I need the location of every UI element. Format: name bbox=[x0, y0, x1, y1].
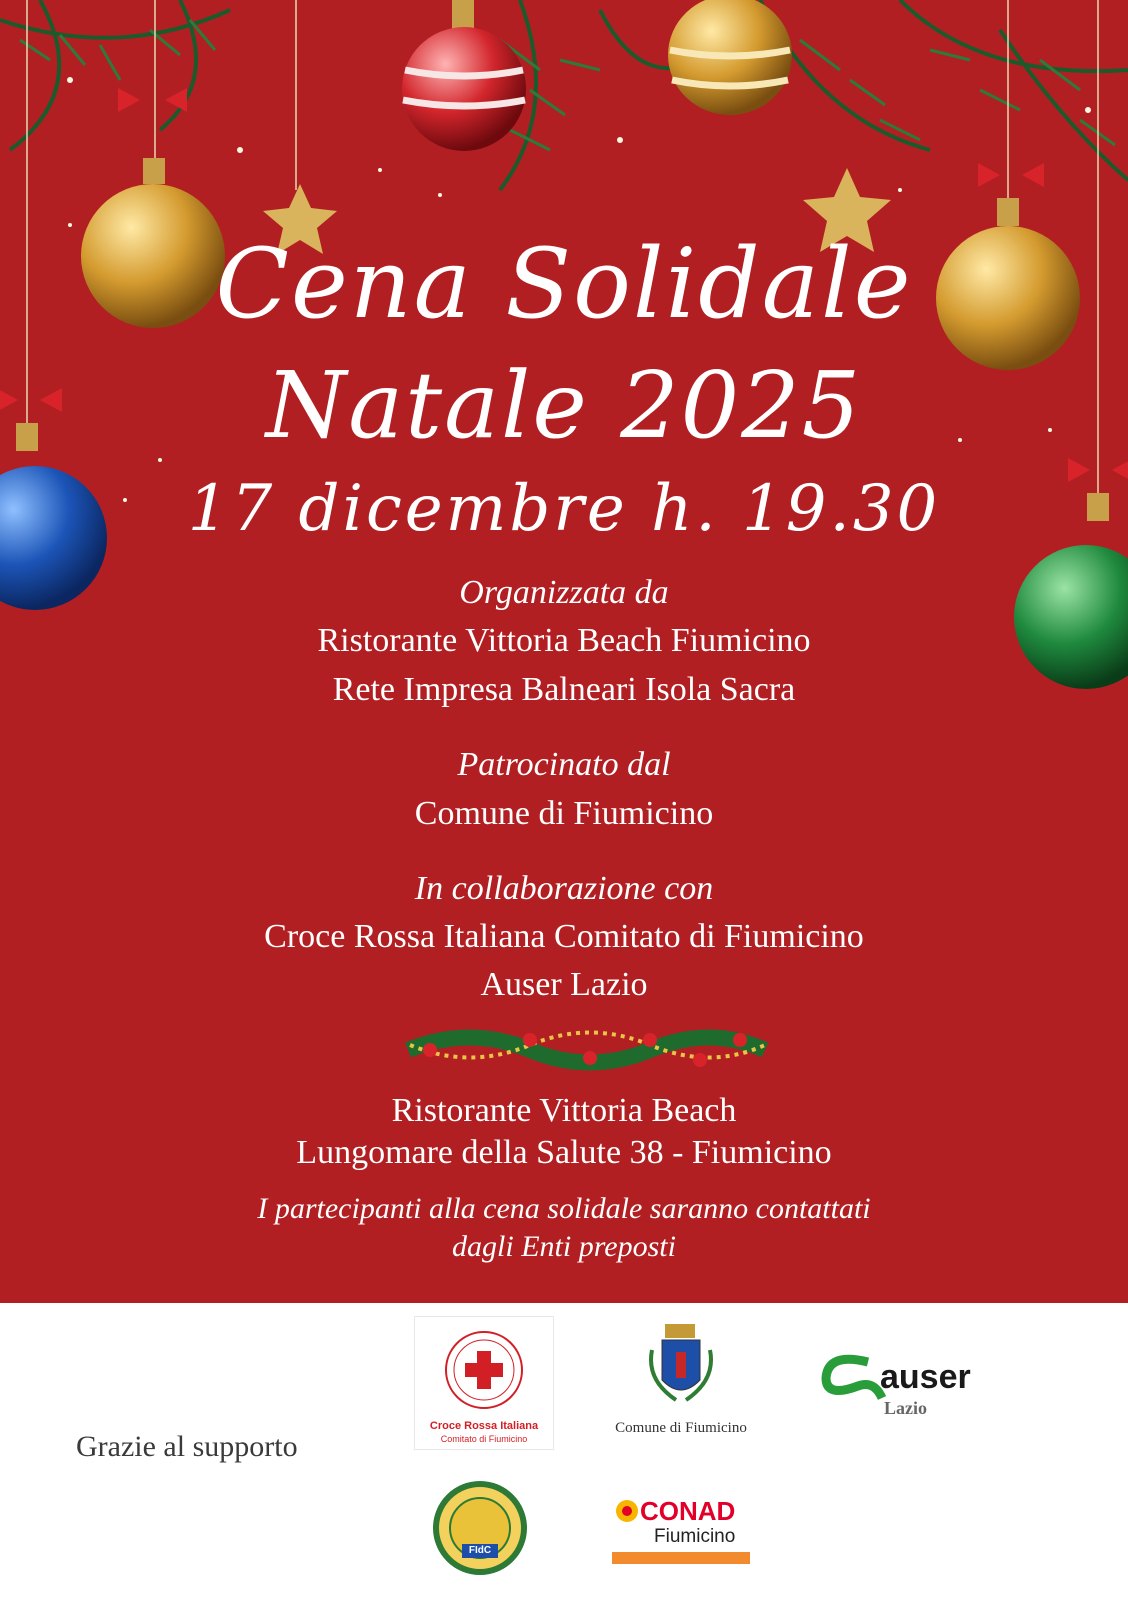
fidc-name: FIdC bbox=[468, 1545, 492, 1556]
auser-name: auser bbox=[880, 1358, 971, 1396]
participants-note-line-2: dagli Enti preposti bbox=[452, 1230, 676, 1263]
venue-address: Lungomare della Salute 38 - Fiumicino bbox=[296, 1134, 832, 1171]
conad-name: CONAD bbox=[640, 1496, 736, 1526]
croce-rossa-logo bbox=[414, 1316, 554, 1450]
title-line-1: Cena Solidale bbox=[215, 228, 913, 340]
venue-name: Ristorante Vittoria Beach bbox=[391, 1092, 737, 1129]
coat-of-arms-icon bbox=[596, 1320, 766, 1416]
comune-name: Comune di Fiumicino bbox=[615, 1420, 747, 1436]
organizer-2: Rete Impresa Balneari Isola Sacra bbox=[332, 671, 796, 708]
patronage-label: Patrocinato dal bbox=[457, 746, 671, 783]
auser-swoosh-icon bbox=[818, 1352, 888, 1412]
conad-orange-bar bbox=[612, 1552, 750, 1564]
fidc-logo bbox=[432, 1480, 528, 1576]
collaborator-1: Croce Rossa Italiana Comitato di Fiumicino bbox=[264, 918, 864, 955]
organized-label: Organizzata da bbox=[459, 574, 669, 611]
auser-sub: Lazio bbox=[884, 1398, 927, 1418]
cri-name: Croce Rossa Italiana bbox=[429, 1420, 539, 1432]
participants-note-line-1: I partecipanti alla cena solidale saranno contattati bbox=[257, 1192, 871, 1225]
collaborator-2: Auser Lazio bbox=[480, 966, 648, 1003]
event-datetime: 17 dicembre h. 19.30 bbox=[187, 472, 941, 546]
ornament-red-top bbox=[402, 0, 526, 151]
conad-sub: Fiumicino bbox=[654, 1526, 736, 1547]
collaboration-label: In collaborazione con bbox=[414, 870, 714, 907]
cri-sub: Comitato di Fiumicino bbox=[440, 1434, 528, 1444]
auser-logo bbox=[812, 1322, 990, 1442]
fidc-emblem-icon bbox=[432, 1480, 528, 1576]
comune-fiumicino-logo bbox=[596, 1320, 766, 1444]
organizer-1: Ristorante Vittoria Beach Fiumicino bbox=[317, 622, 811, 659]
pine-branches bbox=[0, 0, 1128, 190]
conad-logo bbox=[612, 1494, 752, 1566]
title-line-2: Natale 2025 bbox=[265, 352, 863, 459]
daisy-icon bbox=[614, 1498, 640, 1524]
thanks-label: Grazie al supporto bbox=[76, 1430, 298, 1463]
patron: Comune di Fiumicino bbox=[414, 795, 714, 832]
ornament-gold-top bbox=[668, 0, 792, 115]
garland-divider bbox=[408, 1033, 765, 1068]
